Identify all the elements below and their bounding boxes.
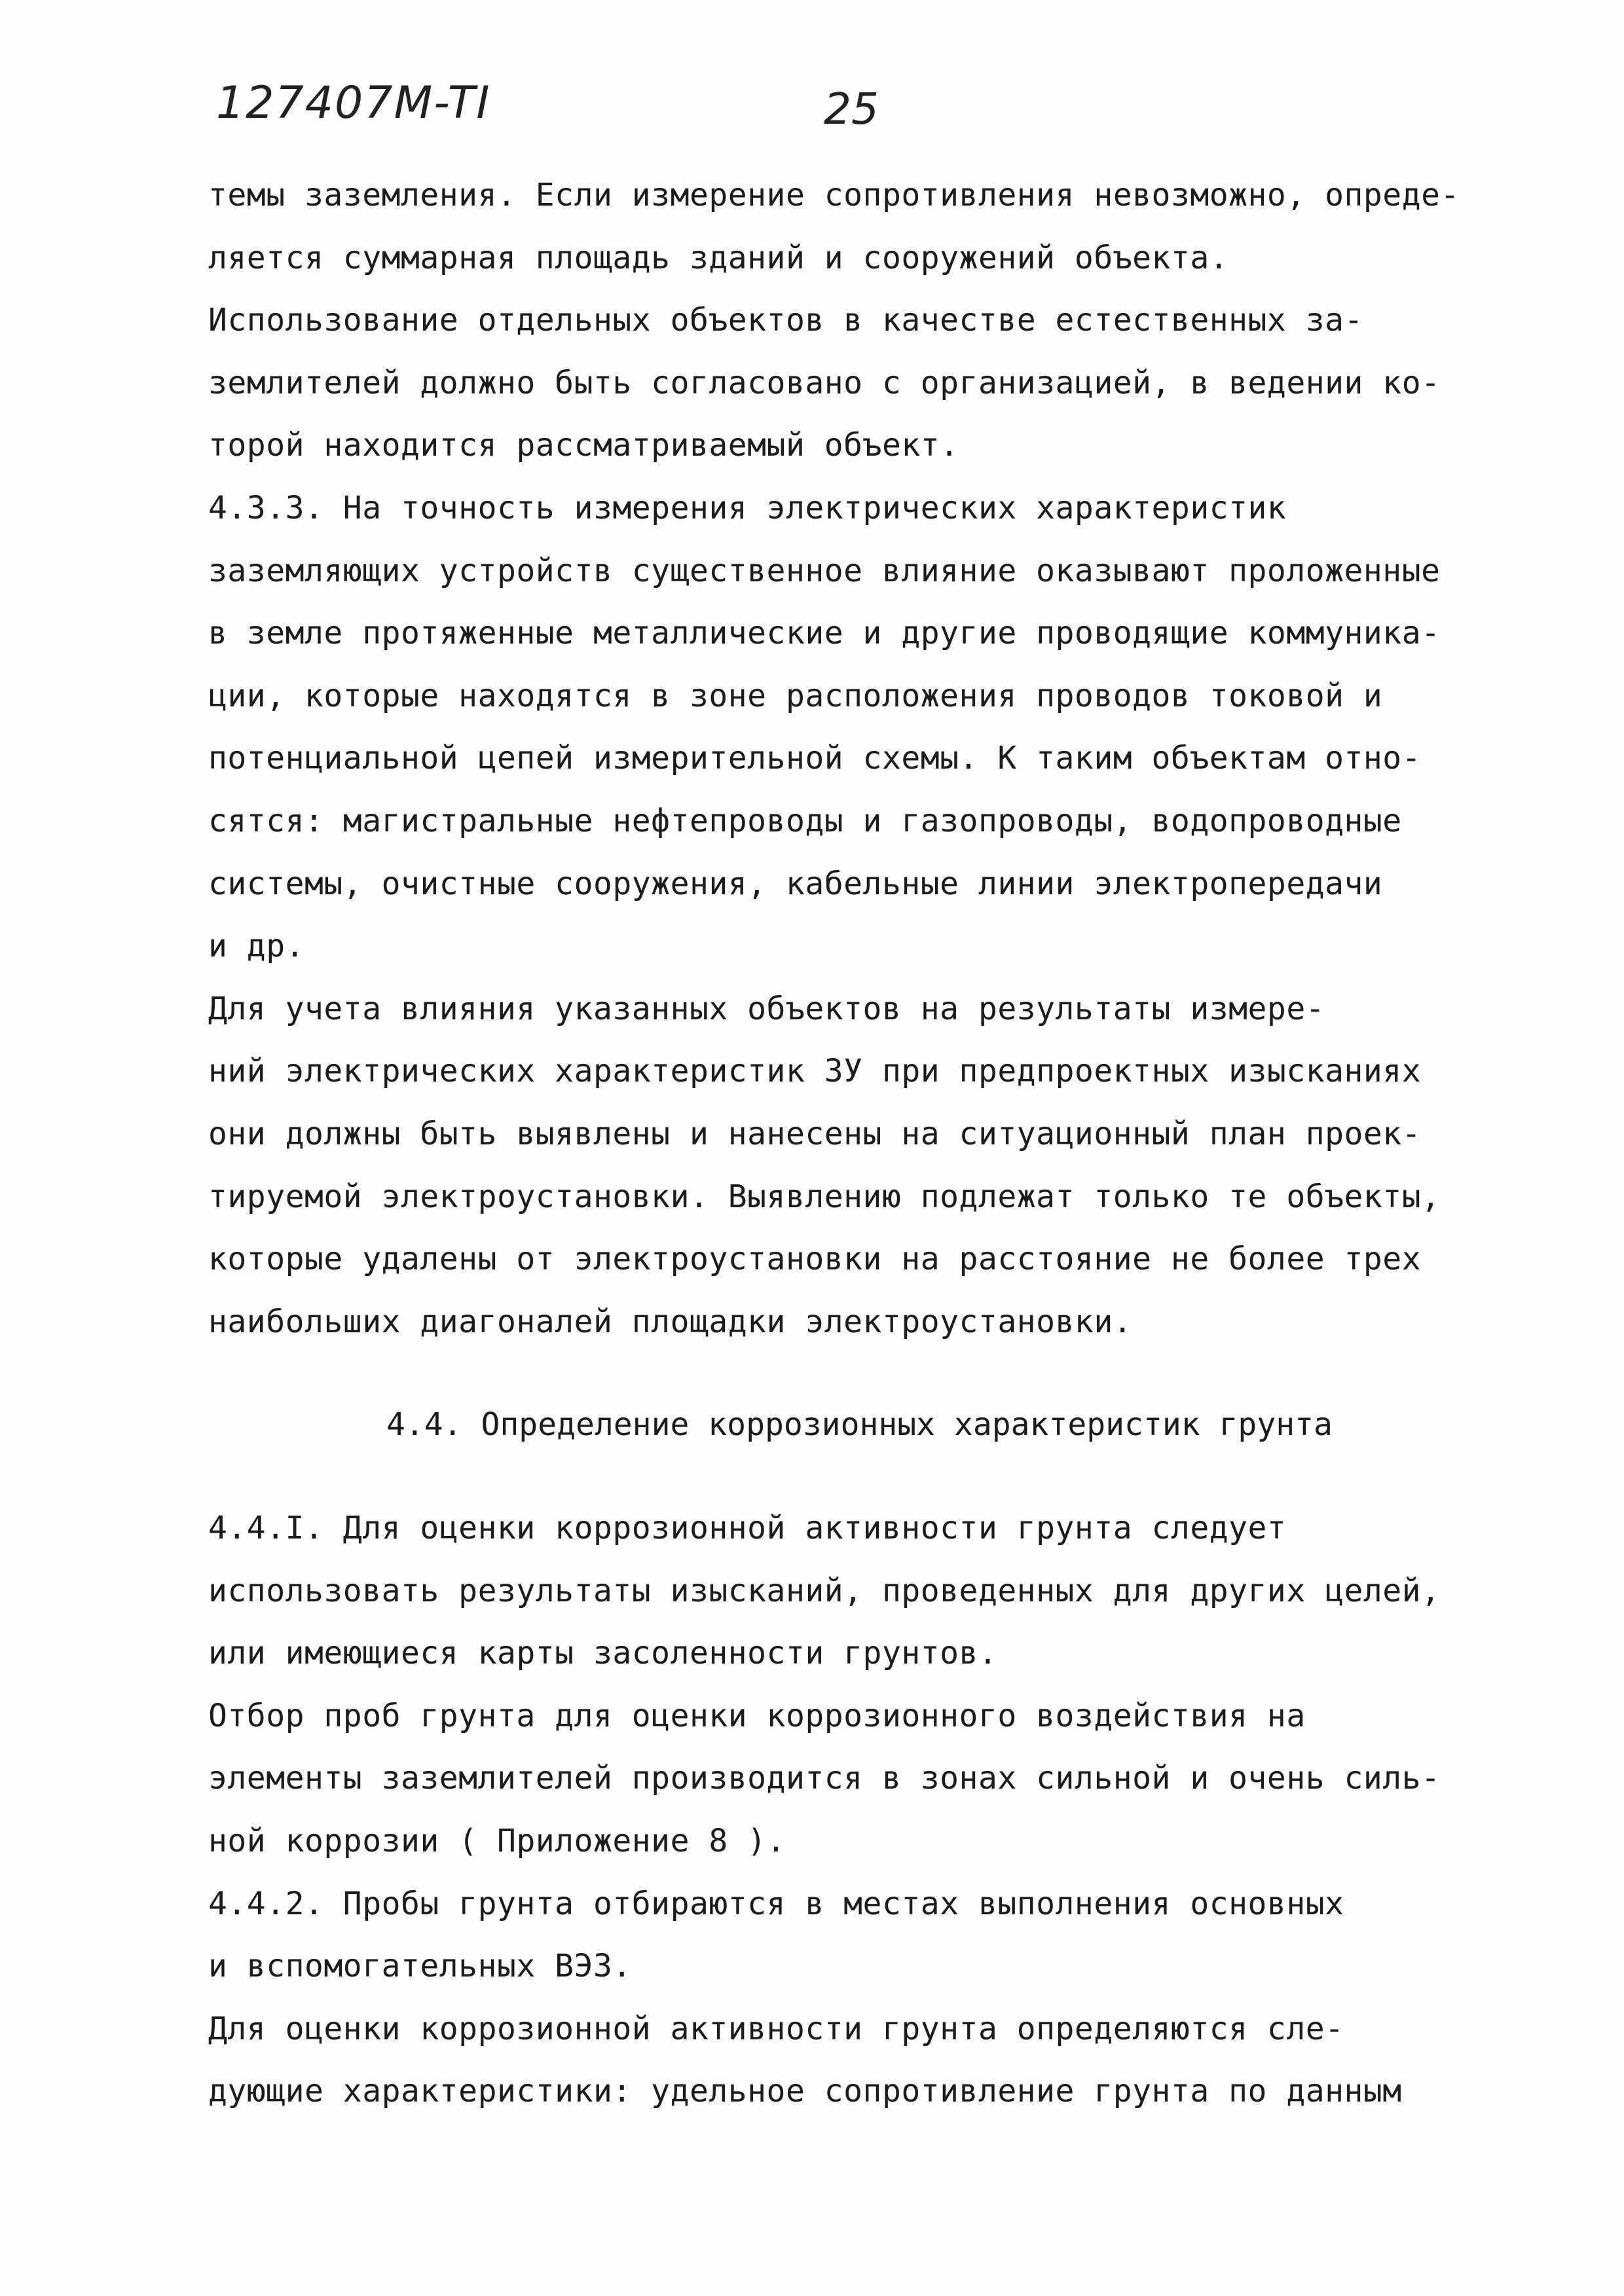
text-line: системы, очистные сооружения, кабельные линии электропередачи [208,866,1383,902]
text-line: 4.4.I. Для оценки коррозионной активности грунта следует [208,1510,1287,1546]
text-line: 4.3.3. На точность измерения электрических характеристик [208,490,1287,526]
text-line: или имеющиеся карты засоленности грунтов. [208,1635,998,1671]
text-line: и вспомогательных ВЭЗ. [208,1948,632,1984]
text-line: использовать результаты изысканий, проведенных для других целей, [208,1573,1441,1609]
text-line: в земле протяженные металлические и другие проводящие коммуника- [208,615,1441,651]
text-line: наибольших диагоналей площадки электроустановки. [208,1303,1133,1340]
page-number: 25 [824,84,879,134]
text-line: они должны быть выявлены и нанесены на ситуационный план проек- [208,1116,1422,1152]
text-line: ний электрических характеристик ЗУ при предпроектных изысканиях [208,1053,1422,1089]
text-line: тируемой электроустановки. Выявлению подлежат только те объекты, [208,1178,1441,1215]
text-line: ной коррозии ( Приложение 8 ). [208,1823,786,1859]
text-line: Для учета влияния указанных объектов на результаты измере- [208,991,1325,1027]
text-line: и др. [208,928,304,964]
text-line: которые удалены от электроустановки на расстояние не более трех [208,1241,1422,1277]
text-line: темы заземления. Если измерение сопротивления невозможно, опреде- [208,177,1460,213]
text-line: дующие характеристики: удельное сопротивление грунта по данным [208,2073,1402,2109]
text-line: 4.4.2. Пробы грунта отбираются в местах выполнения основных [208,1886,1344,1922]
text-line: землителей должно быть согласовано с организацией, в ведении ко- [208,365,1441,401]
text-line: торой находится рассматриваемый объект. [208,427,959,464]
text-line: заземляющих устройств существенное влияние оказывают проложенные [208,553,1441,589]
text-line: Отбор проб грунта для оценки коррозионного воздействия на [208,1698,1306,1734]
text-line: элементы заземлителей производится в зонах сильной и очень силь- [208,1760,1441,1796]
text-line: ляется суммарная площадь зданий и сооружений объекта. [208,240,1229,276]
text-line: потенциальной цепей измерительной схемы. К таким объектам отно- [208,740,1422,776]
text-line: сятся: магистральные нефтепроводы и газопроводы, водопроводные [208,803,1402,839]
document-code: 127407M-TI [216,77,491,129]
section-heading: 4.4. Определение коррозионных характеристик грунта [386,1406,1333,1443]
text-line: Для оценки коррозионной активности грунта определяются сле- [208,2011,1344,2047]
text-line: Использование отдельных объектов в качестве естественных за- [208,302,1363,338]
text-line: ции, которые находятся в зоне расположения проводов токовой и [208,678,1383,714]
